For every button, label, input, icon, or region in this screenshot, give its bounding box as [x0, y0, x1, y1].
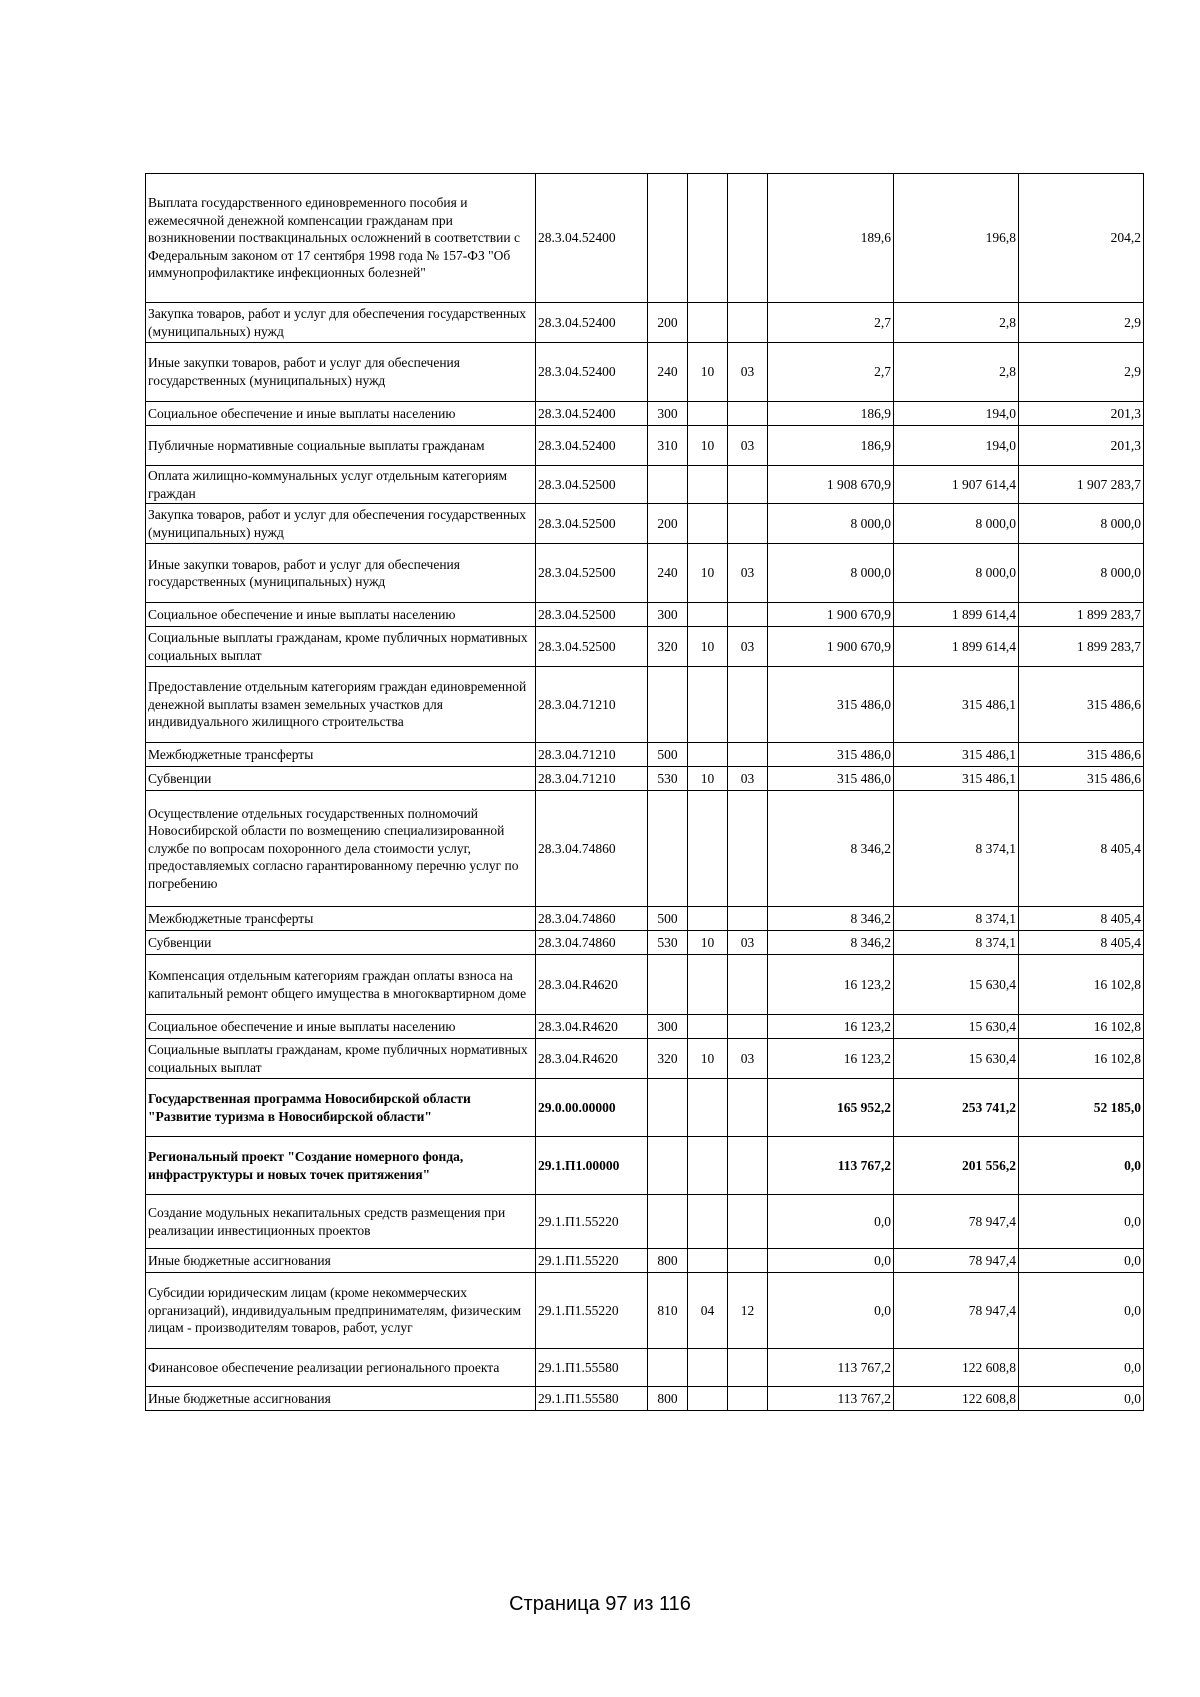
cell-name: Межбюджетные трансферты [146, 743, 536, 767]
cell-expense-type: 240 [648, 544, 688, 603]
cell-target-article: 28.3.04.52400 [536, 174, 648, 303]
cell-name: Субсидии юридическим лицам (кроме некоммерческих организаций), индивидуальным предпринимателям, физическим лицам - производителям товаров, работ, услуг [146, 1273, 536, 1349]
cell-amount-year-2: 2,8 [894, 303, 1019, 343]
table-row [146, 1039, 1144, 1079]
cell-name: Закупка товаров, работ и услуг для обеспечения государственных (муниципальных) нужд [146, 303, 536, 343]
cell-amount-year-2: 122 608,8 [894, 1387, 1019, 1411]
cell-target-article: 28.3.04.71210 [536, 767, 648, 791]
cell-amount-year-3: 315 486,6 [1019, 767, 1144, 791]
cell-amount-year-2: 8 000,0 [894, 544, 1019, 603]
cell-amount-year-1: 2,7 [768, 343, 894, 402]
cell-subsection: 03 [728, 544, 768, 603]
cell-subsection [728, 743, 768, 767]
cell-target-article: 28.3.04.52400 [536, 426, 648, 466]
cell-amount-year-2: 8 374,1 [894, 931, 1019, 955]
cell-name: Осуществление отдельных государственных полномочий Новосибирской области по возмещению специализированной службе по вопросам похоронного дела стоимости услуг, предоставляемых согласно гарантированному перечню услуг по погребению [146, 791, 536, 907]
table-row [146, 1249, 1144, 1273]
cell-amount-year-1: 189,6 [768, 174, 894, 303]
table-row [146, 504, 1144, 544]
cell-target-article: 28.3.04.52500 [536, 466, 648, 504]
cell-amount-year-3: 204,2 [1019, 174, 1144, 303]
cell-amount-year-2: 8 374,1 [894, 907, 1019, 931]
cell-subsection [728, 603, 768, 627]
cell-amount-year-3: 16 102,8 [1019, 955, 1144, 1015]
cell-expense-type [648, 955, 688, 1015]
cell-amount-year-3: 0,0 [1019, 1273, 1144, 1349]
cell-target-article: 29.1.П1.55220 [536, 1195, 648, 1249]
cell-amount-year-2: 1 899 614,4 [894, 627, 1019, 667]
cell-target-article: 28.3.04.52500 [536, 504, 648, 544]
cell-subsection [728, 1079, 768, 1137]
page-number: Страница 97 из 116 [509, 1593, 691, 1615]
cell-amount-year-3: 8 000,0 [1019, 544, 1144, 603]
cell-expense-type: 310 [648, 426, 688, 466]
cell-name: Публичные нормативные социальные выплаты гражданам [146, 426, 536, 466]
cell-target-article: 28.3.04.R4620 [536, 955, 648, 1015]
cell-subsection [728, 1137, 768, 1195]
budget-table [145, 173, 1144, 1411]
cell-subsection: 12 [728, 1273, 768, 1349]
cell-subsection [728, 1249, 768, 1273]
cell-expense-type: 240 [648, 343, 688, 402]
cell-amount-year-2: 315 486,1 [894, 667, 1019, 743]
cell-target-article: 28.3.04.74860 [536, 907, 648, 931]
table-row [146, 402, 1144, 426]
cell-subsection: 03 [728, 931, 768, 955]
cell-amount-year-2: 196,8 [894, 174, 1019, 303]
cell-amount-year-1: 2,7 [768, 303, 894, 343]
cell-name: Создание модульных некапитальных средств размещения при реализации инвестиционных проектов [146, 1195, 536, 1249]
table-row [146, 174, 1144, 303]
cell-expense-type: 300 [648, 1015, 688, 1039]
cell-amount-year-1: 8 000,0 [768, 504, 894, 544]
cell-section: 10 [688, 544, 728, 603]
cell-subsection: 03 [728, 767, 768, 791]
cell-amount-year-1: 0,0 [768, 1195, 894, 1249]
cell-amount-year-1: 113 767,2 [768, 1349, 894, 1387]
cell-amount-year-1: 315 486,0 [768, 767, 894, 791]
cell-amount-year-1: 8 346,2 [768, 791, 894, 907]
cell-amount-year-1: 315 486,0 [768, 743, 894, 767]
cell-expense-type: 200 [648, 504, 688, 544]
cell-target-article: 28.3.04.74860 [536, 931, 648, 955]
cell-name: Государственная программа Новосибирской области "Развитие туризма в Новосибирской области" [146, 1079, 536, 1137]
cell-expense-type: 320 [648, 627, 688, 667]
cell-name: Иные закупки товаров, работ и услуг для обеспечения государственных (муниципальных) нужд [146, 343, 536, 402]
cell-amount-year-1: 186,9 [768, 426, 894, 466]
cell-name: Иные закупки товаров, работ и услуг для обеспечения государственных (муниципальных) нужд [146, 544, 536, 603]
cell-section [688, 1015, 728, 1039]
cell-subsection: 03 [728, 627, 768, 667]
cell-amount-year-3: 315 486,6 [1019, 667, 1144, 743]
cell-section [688, 667, 728, 743]
cell-expense-type: 500 [648, 907, 688, 931]
cell-amount-year-2: 8 374,1 [894, 791, 1019, 907]
cell-subsection [728, 303, 768, 343]
table-row [146, 603, 1144, 627]
cell-expense-type: 320 [648, 1039, 688, 1079]
cell-expense-type: 800 [648, 1387, 688, 1411]
cell-subsection [728, 955, 768, 1015]
cell-amount-year-1: 16 123,2 [768, 1039, 894, 1079]
cell-amount-year-2: 2,8 [894, 343, 1019, 402]
cell-amount-year-1: 186,9 [768, 402, 894, 426]
cell-section: 10 [688, 627, 728, 667]
cell-amount-year-3: 0,0 [1019, 1349, 1144, 1387]
cell-amount-year-3: 16 102,8 [1019, 1015, 1144, 1039]
cell-name: Иные бюджетные ассигнования [146, 1387, 536, 1411]
cell-amount-year-3: 8 405,4 [1019, 931, 1144, 955]
cell-section [688, 1079, 728, 1137]
cell-amount-year-2: 194,0 [894, 426, 1019, 466]
cell-name: Предоставление отдельным категориям граждан единовременной денежной выплаты взамен земельных участков для индивидуального жилищного строительства [146, 667, 536, 743]
cell-amount-year-2: 15 630,4 [894, 1039, 1019, 1079]
cell-section [688, 955, 728, 1015]
cell-name: Межбюджетные трансферты [146, 907, 536, 931]
table-row [146, 907, 1144, 931]
cell-name: Закупка товаров, работ и услуг для обеспечения государственных (муниципальных) нужд [146, 504, 536, 544]
cell-expense-type: 200 [648, 303, 688, 343]
table-row [146, 544, 1144, 603]
cell-target-article: 28.3.04.52400 [536, 402, 648, 426]
cell-name: Социальное обеспечение и иные выплаты населению [146, 603, 536, 627]
cell-name: Оплата жилищно-коммунальных услуг отдельным категориям граждан [146, 466, 536, 504]
table-row [146, 1273, 1144, 1349]
cell-amount-year-3: 8 000,0 [1019, 504, 1144, 544]
cell-target-article: 28.3.04.52400 [536, 303, 648, 343]
cell-amount-year-3: 2,9 [1019, 343, 1144, 402]
cell-section: 10 [688, 931, 728, 955]
table-row [146, 767, 1144, 791]
cell-amount-year-3: 1 907 283,7 [1019, 466, 1144, 504]
cell-subsection: 03 [728, 1039, 768, 1079]
cell-expense-type: 530 [648, 931, 688, 955]
cell-amount-year-3: 1 899 283,7 [1019, 627, 1144, 667]
cell-section [688, 603, 728, 627]
cell-target-article: 28.3.04.74860 [536, 791, 648, 907]
cell-section [688, 907, 728, 931]
table-row [146, 791, 1144, 907]
cell-amount-year-2: 78 947,4 [894, 1249, 1019, 1273]
table-row [146, 1079, 1144, 1137]
cell-target-article: 28.3.04.52500 [536, 603, 648, 627]
cell-amount-year-2: 253 741,2 [894, 1079, 1019, 1137]
cell-section: 10 [688, 1039, 728, 1079]
cell-amount-year-3: 8 405,4 [1019, 791, 1144, 907]
cell-name: Социальное обеспечение и иные выплаты населению [146, 1015, 536, 1039]
cell-amount-year-2: 15 630,4 [894, 1015, 1019, 1039]
cell-section: 10 [688, 343, 728, 402]
cell-name: Компенсация отдельным категориям граждан оплаты взноса на капитальный ремонт общего имущества в многоквартирном доме [146, 955, 536, 1015]
cell-subsection [728, 1195, 768, 1249]
cell-amount-year-3: 0,0 [1019, 1249, 1144, 1273]
cell-target-article: 28.3.04.52500 [536, 544, 648, 603]
cell-subsection [728, 1387, 768, 1411]
cell-subsection [728, 174, 768, 303]
cell-section [688, 466, 728, 504]
cell-amount-year-3: 2,9 [1019, 303, 1144, 343]
table-row [146, 466, 1144, 504]
cell-section [688, 791, 728, 907]
cell-subsection [728, 402, 768, 426]
cell-subsection [728, 1349, 768, 1387]
cell-amount-year-2: 15 630,4 [894, 955, 1019, 1015]
cell-name: Выплата государственного единовременного пособия и ежемесячной денежной компенсации гражданам при возникновении поствакцинальных осложнений в соответствии с Федеральным законом от 17 сентября 1998 года № 157-ФЗ "Об иммунопрофилактике инфекционных болезней" [146, 174, 536, 303]
cell-amount-year-3: 0,0 [1019, 1387, 1144, 1411]
cell-section [688, 743, 728, 767]
cell-amount-year-1: 315 486,0 [768, 667, 894, 743]
cell-subsection [728, 466, 768, 504]
cell-target-article: 29.1.П1.55580 [536, 1349, 648, 1387]
cell-section [688, 303, 728, 343]
table-row [146, 426, 1144, 466]
table-row [146, 303, 1144, 343]
cell-amount-year-1: 8 346,2 [768, 931, 894, 955]
cell-expense-type: 530 [648, 767, 688, 791]
table-row [146, 1015, 1144, 1039]
cell-subsection [728, 667, 768, 743]
table-row [146, 343, 1144, 402]
cell-section: 10 [688, 767, 728, 791]
cell-amount-year-2: 315 486,1 [894, 767, 1019, 791]
table-row [146, 627, 1144, 667]
cell-section [688, 1195, 728, 1249]
table-row [146, 743, 1144, 767]
cell-name: Иные бюджетные ассигнования [146, 1249, 536, 1273]
cell-name: Субвенции [146, 767, 536, 791]
cell-amount-year-1: 0,0 [768, 1273, 894, 1349]
cell-expense-type: 300 [648, 603, 688, 627]
cell-name: Субвенции [146, 931, 536, 955]
cell-name: Социальные выплаты гражданам, кроме публичных нормативных социальных выплат [146, 1039, 536, 1079]
cell-amount-year-1: 165 952,2 [768, 1079, 894, 1137]
cell-target-article: 28.3.04.71210 [536, 667, 648, 743]
cell-amount-year-3: 201,3 [1019, 426, 1144, 466]
cell-section [688, 402, 728, 426]
table-row [146, 1387, 1144, 1411]
cell-subsection [728, 791, 768, 907]
cell-expense-type [648, 791, 688, 907]
cell-amount-year-1: 8 346,2 [768, 907, 894, 931]
cell-target-article: 29.0.00.00000 [536, 1079, 648, 1137]
cell-subsection [728, 504, 768, 544]
cell-name: Социальное обеспечение и иные выплаты населению [146, 402, 536, 426]
cell-target-article: 28.3.04.52400 [536, 343, 648, 402]
cell-name: Финансовое обеспечение реализации регионального проекта [146, 1349, 536, 1387]
cell-section: 04 [688, 1273, 728, 1349]
cell-expense-type [648, 1137, 688, 1195]
cell-amount-year-2: 78 947,4 [894, 1195, 1019, 1249]
cell-expense-type [648, 1195, 688, 1249]
cell-target-article: 29.1.П1.55580 [536, 1387, 648, 1411]
cell-amount-year-1: 1 900 670,9 [768, 603, 894, 627]
cell-amount-year-3: 52 185,0 [1019, 1079, 1144, 1137]
cell-target-article: 28.3.04.52500 [536, 627, 648, 667]
cell-amount-year-3: 16 102,8 [1019, 1039, 1144, 1079]
cell-amount-year-2: 315 486,1 [894, 743, 1019, 767]
cell-amount-year-2: 1 907 614,4 [894, 466, 1019, 504]
cell-subsection [728, 1015, 768, 1039]
table-row [146, 1137, 1144, 1195]
cell-expense-type [648, 466, 688, 504]
cell-amount-year-2: 78 947,4 [894, 1273, 1019, 1349]
cell-section [688, 504, 728, 544]
table-row [146, 1195, 1144, 1249]
cell-amount-year-3: 201,3 [1019, 402, 1144, 426]
cell-section [688, 1349, 728, 1387]
cell-amount-year-3: 0,0 [1019, 1137, 1144, 1195]
cell-amount-year-1: 8 000,0 [768, 544, 894, 603]
cell-amount-year-1: 1 908 670,9 [768, 466, 894, 504]
table-row [146, 667, 1144, 743]
cell-amount-year-3: 315 486,6 [1019, 743, 1144, 767]
cell-amount-year-1: 113 767,2 [768, 1137, 894, 1195]
cell-expense-type: 500 [648, 743, 688, 767]
cell-expense-type [648, 174, 688, 303]
cell-subsection: 03 [728, 343, 768, 402]
cell-amount-year-1: 0,0 [768, 1249, 894, 1273]
cell-expense-type [648, 1079, 688, 1137]
cell-amount-year-1: 113 767,2 [768, 1387, 894, 1411]
cell-target-article: 28.3.04.71210 [536, 743, 648, 767]
cell-amount-year-2: 194,0 [894, 402, 1019, 426]
cell-target-article: 28.3.04.R4620 [536, 1039, 648, 1079]
cell-target-article: 29.1.П1.55220 [536, 1249, 648, 1273]
cell-expense-type [648, 667, 688, 743]
cell-amount-year-2: 1 899 614,4 [894, 603, 1019, 627]
table-row [146, 931, 1144, 955]
cell-amount-year-1: 16 123,2 [768, 955, 894, 1015]
cell-expense-type: 810 [648, 1273, 688, 1349]
cell-amount-year-2: 8 000,0 [894, 504, 1019, 544]
cell-amount-year-2: 122 608,8 [894, 1349, 1019, 1387]
cell-amount-year-1: 1 900 670,9 [768, 627, 894, 667]
cell-section [688, 1137, 728, 1195]
table-row [146, 1349, 1144, 1387]
cell-name: Региональный проект "Создание номерного фонда, инфраструктуры и новых точек притяжения" [146, 1137, 536, 1195]
cell-target-article: 28.3.04.R4620 [536, 1015, 648, 1039]
cell-amount-year-3: 8 405,4 [1019, 907, 1144, 931]
cell-subsection: 03 [728, 426, 768, 466]
cell-expense-type [648, 1349, 688, 1387]
cell-section: 10 [688, 426, 728, 466]
cell-name: Социальные выплаты гражданам, кроме публичных нормативных социальных выплат [146, 627, 536, 667]
cell-section [688, 174, 728, 303]
cell-subsection [728, 907, 768, 931]
table-row [146, 955, 1144, 1015]
cell-section [688, 1249, 728, 1273]
cell-amount-year-3: 1 899 283,7 [1019, 603, 1144, 627]
cell-expense-type: 800 [648, 1249, 688, 1273]
cell-section [688, 1387, 728, 1411]
cell-amount-year-1: 16 123,2 [768, 1015, 894, 1039]
cell-target-article: 29.1.П1.00000 [536, 1137, 648, 1195]
cell-target-article: 29.1.П1.55220 [536, 1273, 648, 1349]
cell-amount-year-2: 201 556,2 [894, 1137, 1019, 1195]
cell-amount-year-3: 0,0 [1019, 1195, 1144, 1249]
cell-expense-type: 300 [648, 402, 688, 426]
